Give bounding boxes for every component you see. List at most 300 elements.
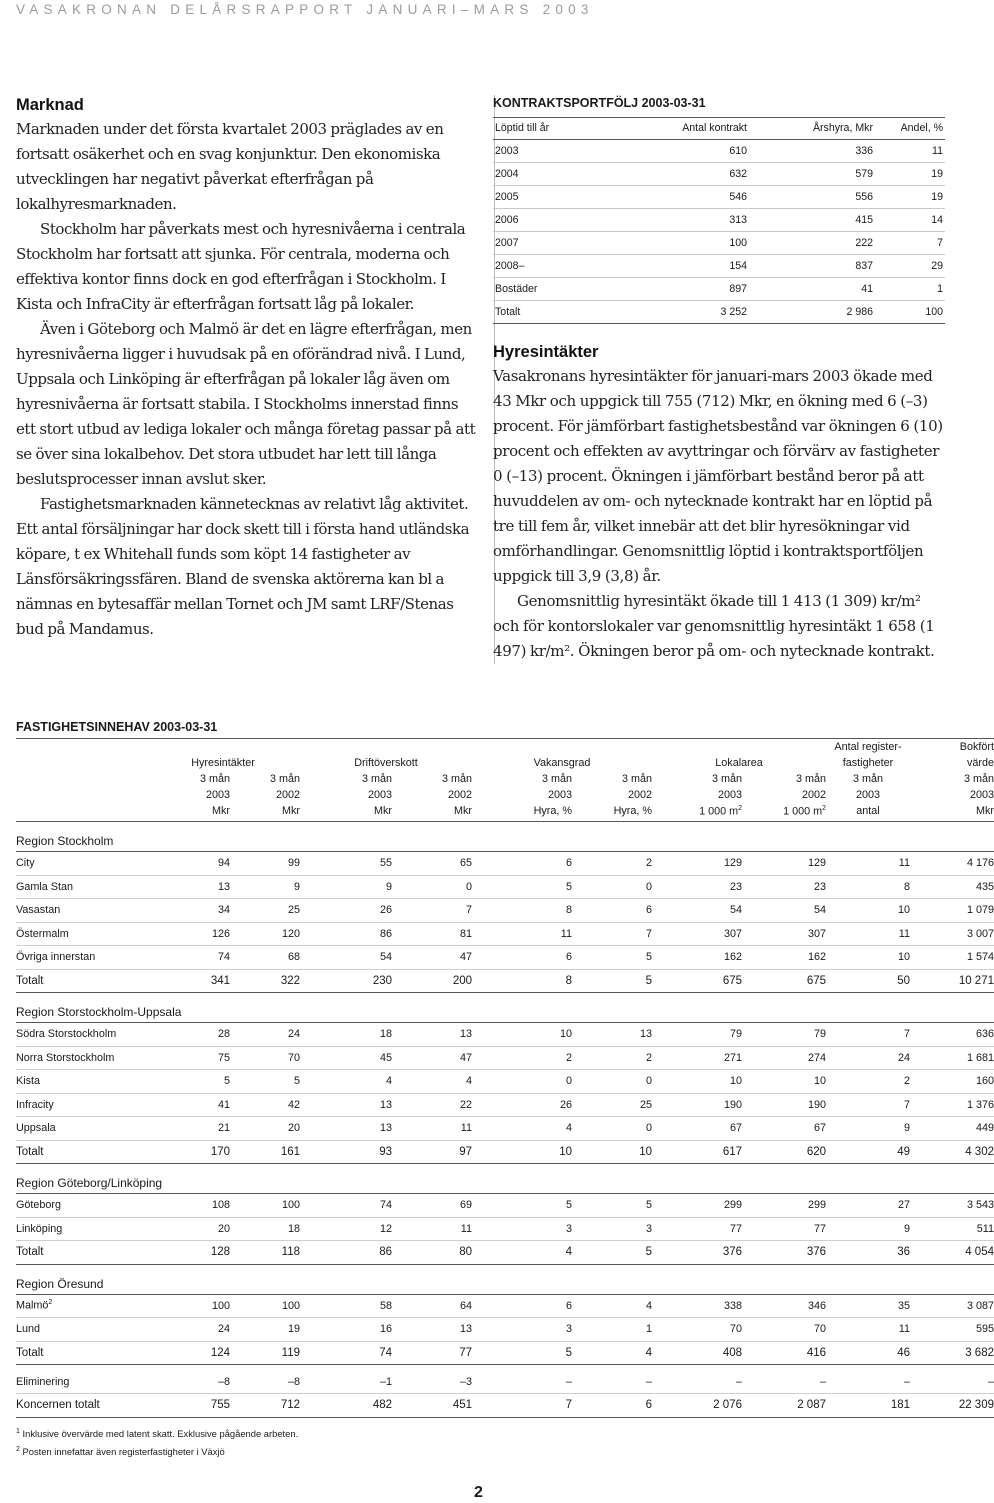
table-cell: 1 xyxy=(875,278,945,301)
hyresintakter-section xyxy=(493,342,945,664)
column-header: 3 mån xyxy=(541,773,572,785)
table-cell: 10 xyxy=(652,1070,742,1094)
table-cell: 3 007 xyxy=(910,922,994,946)
table-cell: 79 xyxy=(652,1023,742,1047)
table-row xyxy=(493,209,945,232)
footnote-text: Inklusive övervärde med latent skatt. Exklusive pågående arbeten. xyxy=(22,1428,299,1440)
table-cell: 25 xyxy=(572,1093,652,1117)
table-cell: 23 xyxy=(652,875,742,899)
table-row xyxy=(16,922,994,946)
table-cell: 610 xyxy=(595,140,749,163)
column-header: 3 mån xyxy=(963,773,994,785)
table-row xyxy=(16,1093,994,1117)
table-cell: 1 xyxy=(572,1318,652,1342)
table-row xyxy=(493,278,945,301)
table-cell: 100 xyxy=(595,232,749,255)
table-header-row xyxy=(493,118,945,140)
column-header: 3 mån xyxy=(795,773,826,785)
table-cell: 3 xyxy=(472,1217,572,1241)
table-cell: 20 xyxy=(146,1217,230,1241)
group-header: Lokalarea xyxy=(715,757,763,769)
column-header: 2003 xyxy=(855,789,881,801)
table-cell: Södra Storstockholm xyxy=(16,1023,146,1047)
table-cell: 22 xyxy=(392,1093,472,1117)
table-cell: 70 xyxy=(652,1318,742,1342)
table-cell: 49 xyxy=(826,1140,910,1164)
table-cell: 68 xyxy=(230,946,300,970)
table-cell: 24 xyxy=(826,1046,910,1070)
table-cell: 5 xyxy=(572,946,652,970)
column-header: Mkr xyxy=(146,803,230,822)
table-cell: 7 xyxy=(472,1394,572,1418)
superscript: 2 xyxy=(48,1299,53,1307)
table-cell: 11 xyxy=(826,852,910,876)
table-cell: 11 xyxy=(392,1117,472,1141)
table-cell: 3 682 xyxy=(910,1341,994,1365)
table-cell: 4 xyxy=(472,1241,572,1265)
hyresintakter-paragraph-1: Vasakronans hyresintäkter för januari-mars 2003 ökade med 43 Mkr och uppgick till 755 (712) Mkr, en ökning med 6 (–3) procent. För jämförbart fastighetsbestånd var ökningen 6 (10) procent och effekten av avyttringar och förvärv av fastigheter 0 (–13) procent. Ökningen i jämförbart bestånd beror på att huvuddelen av om- och nytecknade kontrakt har en löptid på tre till fem år, vilket innebär att det blir hyresökningar vid omförhandlingar. Genomsnittlig löptid i kontraktsportföljen uppgick till 3,9 (3,8) år. xyxy=(493,367,943,585)
table-cell: 6 xyxy=(472,852,572,876)
table-cell: 7 xyxy=(392,899,472,923)
eliminering-row xyxy=(16,1371,994,1394)
running-header: VASAKRONAN DELÅRSRAPPORT JANUARI–MARS 2003 xyxy=(16,2,594,17)
header-row-top xyxy=(16,739,994,756)
table-cell: Bostäder xyxy=(493,278,595,301)
table-cell: 897 xyxy=(595,278,749,301)
table-cell: 4 302 xyxy=(910,1140,994,1164)
table-cell: 99 xyxy=(230,852,300,876)
table-cell: 18 xyxy=(300,1023,392,1047)
table-cell: 9 xyxy=(826,1117,910,1141)
table-cell: 26 xyxy=(472,1093,572,1117)
group-header: värde xyxy=(966,757,994,769)
table-cell: 0 xyxy=(472,1070,572,1094)
table-cell: 11 xyxy=(826,1318,910,1342)
table-cell: 415 xyxy=(749,209,875,232)
column-header: 2003 xyxy=(547,789,572,801)
column-header: Mkr xyxy=(300,803,392,822)
table-cell: – xyxy=(572,1371,652,1394)
table-cell: 2 xyxy=(572,1046,652,1070)
table-cell: 64 xyxy=(392,1294,472,1318)
table-cell: 13 xyxy=(300,1117,392,1141)
table-row xyxy=(16,875,994,899)
table-cell: 29 xyxy=(875,255,945,278)
table-cell: 6 xyxy=(572,1394,652,1418)
table-cell: 20 xyxy=(230,1117,300,1141)
table-cell: 13 xyxy=(392,1023,472,1047)
table-cell: 22 309 xyxy=(910,1394,994,1418)
table-cell: 451 xyxy=(392,1394,472,1418)
table-row xyxy=(493,186,945,209)
region-heading: Region Storstockholm-Uppsala xyxy=(16,993,994,1023)
table-cell: 11 xyxy=(875,140,945,163)
table-cell: 1 079 xyxy=(910,899,994,923)
table-cell: 5 xyxy=(572,969,652,993)
column-header: Årshyra, Mkr xyxy=(749,118,875,140)
table-cell: 307 xyxy=(742,922,826,946)
superscript: 2 xyxy=(822,804,826,812)
column-header: Löptid till år xyxy=(493,118,595,140)
table-cell: 2008– xyxy=(493,255,595,278)
table-cell: Totalt xyxy=(16,969,146,993)
table-cell: 42 xyxy=(230,1093,300,1117)
table-row xyxy=(493,301,945,324)
table-cell: Eliminering xyxy=(16,1371,146,1394)
table-cell: 271 xyxy=(652,1046,742,1070)
table-cell: 435 xyxy=(910,875,994,899)
table-cell: 230 xyxy=(300,969,392,993)
table-cell: 336 xyxy=(749,140,875,163)
table-cell: 338 xyxy=(652,1294,742,1318)
table-cell: 299 xyxy=(652,1194,742,1218)
table-cell: 620 xyxy=(742,1140,826,1164)
table-cell: 1 574 xyxy=(910,946,994,970)
table-cell: 47 xyxy=(392,946,472,970)
table-cell: 13 xyxy=(146,875,230,899)
table-cell: 408 xyxy=(652,1341,742,1365)
table-cell: 5 xyxy=(472,1341,572,1365)
koncern-total-row xyxy=(16,1394,994,1418)
table-cell: 5 xyxy=(572,1194,652,1218)
table-cell: 47 xyxy=(392,1046,472,1070)
column-header: Andel, % xyxy=(875,118,945,140)
table-cell: 556 xyxy=(749,186,875,209)
table-cell: 2 xyxy=(572,852,652,876)
column-header: Hyra, % xyxy=(472,803,572,822)
table-cell: 100 xyxy=(146,1294,230,1318)
table-cell: 86 xyxy=(300,922,392,946)
table-cell: – xyxy=(472,1371,572,1394)
table-cell: 24 xyxy=(230,1023,300,1047)
region-heading: Region Göteborg/Linköping xyxy=(16,1164,994,1194)
table-cell: 10 xyxy=(472,1023,572,1047)
table-cell: 86 xyxy=(300,1241,392,1265)
column-header: 2002 xyxy=(275,789,300,801)
table-cell: –8 xyxy=(146,1371,230,1394)
column-header: 2002 xyxy=(447,789,472,801)
table-cell: Totalt xyxy=(16,1140,146,1164)
table-cell: – xyxy=(742,1371,826,1394)
marknad-paragraph-3: Även i Göteborg och Malmö är det en lägre efterfrågan, men hyresnivåerna ligger i huvudsak på en oförändrad nivå. I Lund, Uppsala och Linköping är efterfrågan på lokaler låg även om hyresnivåerna är fortsatt stabila. I Stockholms innerstad finns ett stort utbud av lediga lokaler och många företag passar på att se över sina lokalbehov. Det stora utbudet har lett till långa beslutsprocesser innan avslut sker. xyxy=(16,320,476,488)
table-cell: 546 xyxy=(595,186,749,209)
region-heading-row xyxy=(16,1164,994,1194)
kontraktsportfolj-title: KONTRAKTSPORTFÖLJ 2003-03-31 xyxy=(493,96,706,110)
table-cell: 154 xyxy=(595,255,749,278)
table-cell: 579 xyxy=(749,163,875,186)
column-header: 2003 xyxy=(205,789,230,801)
table-cell: 13 xyxy=(392,1318,472,1342)
kontraktsportfolj-table xyxy=(493,117,945,324)
table-row xyxy=(493,163,945,186)
table-cell: 416 xyxy=(742,1341,826,1365)
region-heading-row xyxy=(16,1264,994,1294)
table-cell: 4 xyxy=(472,1117,572,1141)
table-cell: 74 xyxy=(300,1194,392,1218)
table-cell: 124 xyxy=(146,1341,230,1365)
table-cell: 120 xyxy=(230,922,300,946)
superscript: 2 xyxy=(738,804,742,812)
table-cell: 67 xyxy=(652,1117,742,1141)
table-cell: 10 xyxy=(826,899,910,923)
region-heading-row xyxy=(16,822,994,852)
header-row-groups xyxy=(16,755,994,771)
table-cell: 8 xyxy=(826,875,910,899)
table-cell: 162 xyxy=(652,946,742,970)
table-cell: 12 xyxy=(300,1217,392,1241)
table-cell: 7 xyxy=(826,1023,910,1047)
table-row xyxy=(16,1023,994,1047)
footnote-text: Posten innefattar även registerfastigheter i Växjö xyxy=(22,1446,225,1458)
table-cell: 222 xyxy=(749,232,875,255)
table-cell: 7 xyxy=(572,922,652,946)
table-cell: 100 xyxy=(230,1294,300,1318)
table-cell: 55 xyxy=(300,852,392,876)
column-header: Antal register- xyxy=(834,741,902,753)
table-cell: 77 xyxy=(742,1217,826,1241)
table-cell: 9 xyxy=(230,875,300,899)
table-row xyxy=(16,1117,994,1141)
table-cell: 65 xyxy=(392,852,472,876)
table-cell: 3 xyxy=(472,1318,572,1342)
table-cell: 13 xyxy=(572,1023,652,1047)
column-header: 1 000 $m^2$ xyxy=(742,803,826,822)
table-cell: 28 xyxy=(146,1023,230,1047)
table-cell: 636 xyxy=(910,1023,994,1047)
table-cell: 2004 xyxy=(493,163,595,186)
table-cell: 3 087 xyxy=(910,1294,994,1318)
table-cell: 118 xyxy=(230,1241,300,1265)
table-cell: 5 xyxy=(472,875,572,899)
column-header: 2003 xyxy=(969,789,994,801)
column-header: 3 mån xyxy=(711,773,742,785)
table-cell: Östermalm xyxy=(16,922,146,946)
table-cell: 675 xyxy=(652,969,742,993)
group-header: fastigheter xyxy=(842,757,894,769)
table-cell: 5 xyxy=(230,1070,300,1094)
table-cell: 4 xyxy=(300,1070,392,1094)
table-cell: Infracity xyxy=(16,1093,146,1117)
table-cell: 94 xyxy=(146,852,230,876)
column-header: 2002 xyxy=(627,789,652,801)
table-cell: 2006 xyxy=(493,209,595,232)
table-cell: 10 271 xyxy=(910,969,994,993)
table-cell: 81 xyxy=(392,922,472,946)
table-cell: 5 xyxy=(572,1241,652,1265)
column-header: 3 mån xyxy=(621,773,652,785)
table-cell: 77 xyxy=(392,1341,472,1365)
region-heading: Region Stockholm xyxy=(16,822,994,852)
table-cell: 67 xyxy=(742,1117,826,1141)
table-row xyxy=(493,255,945,278)
table-cell: 128 xyxy=(146,1241,230,1265)
table-cell: 35 xyxy=(826,1294,910,1318)
table-row xyxy=(16,1318,994,1342)
table-cell: 18 xyxy=(230,1217,300,1241)
table-cell: –1 xyxy=(300,1371,392,1394)
total-row xyxy=(16,1341,994,1365)
table-cell: Linköping xyxy=(16,1217,146,1241)
table-cell: Övriga innerstan xyxy=(16,946,146,970)
table-cell: –3 xyxy=(392,1371,472,1394)
table-cell: 617 xyxy=(652,1140,742,1164)
table-cell: 274 xyxy=(742,1046,826,1070)
hyresintakter-heading: Hyresintäkter xyxy=(493,343,599,361)
table-cell: 4 xyxy=(392,1070,472,1094)
column-header: 3 mån xyxy=(852,773,883,785)
table-cell: 3 xyxy=(572,1217,652,1241)
table-cell: 108 xyxy=(146,1194,230,1218)
table-cell: 19 xyxy=(230,1318,300,1342)
table-cell: 36 xyxy=(826,1241,910,1265)
fastighetsinnehav-table xyxy=(16,738,994,1418)
table-cell: Totalt xyxy=(493,301,595,324)
table-cell: Totalt xyxy=(16,1241,146,1265)
table-cell: 161 xyxy=(230,1140,300,1164)
table-cell: 8 xyxy=(472,899,572,923)
table-cell: 54 xyxy=(652,899,742,923)
table-cell: 10 xyxy=(826,946,910,970)
table-cell: 46 xyxy=(826,1341,910,1365)
table-cell: 74 xyxy=(146,946,230,970)
table-cell: 34 xyxy=(146,899,230,923)
footnote-1: $^1$ Inklusive övervärde med latent skatt. Exklusive pågående arbeten. xyxy=(16,1428,299,1440)
table-cell: 6 xyxy=(472,946,572,970)
table-cell: 97 xyxy=(392,1140,472,1164)
table-cell: 11 xyxy=(826,922,910,946)
table-cell: Totalt xyxy=(16,1341,146,1365)
table-cell: 0 xyxy=(572,875,652,899)
header-row-unit xyxy=(16,803,994,822)
table-cell: 69 xyxy=(392,1194,472,1218)
table-cell: 75 xyxy=(146,1046,230,1070)
table-cell: 449 xyxy=(910,1117,994,1141)
region-heading: Region Öresund xyxy=(16,1264,994,1294)
marknad-paragraph-2: Stockholm har påverkats mest och hyresnivåerna i centrala Stockholm har fortsatt att sjunka. För centrala, moderna och effektiva kontor finns dock en god efterfrågan i Stockholm. I Kista och InfraCity är efterfrågan fortsatt låg på lokaler. xyxy=(16,220,466,313)
table-cell: Vasastan xyxy=(16,899,146,923)
table-cell: 376 xyxy=(652,1241,742,1265)
column-header: Antal kontrakt xyxy=(595,118,749,140)
table-cell: Lund xyxy=(16,1318,146,1342)
table-cell: 80 xyxy=(392,1241,472,1265)
table-cell: 6 xyxy=(472,1294,572,1318)
table-cell: 77 xyxy=(652,1217,742,1241)
table-cell: 837 xyxy=(749,255,875,278)
column-header: 2003 xyxy=(367,789,392,801)
marknad-paragraph-1: Marknaden under det första kvartalet 2003 präglades av en fortsatt osäkerhet och en svag konjunktur. Den ekonomiska utvecklingen har negativt påverkat efterfrågan på lokalhyresmarknaden. xyxy=(16,120,444,213)
table-cell: 19 xyxy=(875,186,945,209)
marknad-heading: Marknad xyxy=(16,96,84,114)
table-cell: 119 xyxy=(230,1341,300,1365)
table-cell: 2005 xyxy=(493,186,595,209)
table-cell: 23 xyxy=(742,875,826,899)
table-cell: – xyxy=(826,1371,910,1394)
table-cell: 2003 xyxy=(493,140,595,163)
group-header: Driftöverskott xyxy=(354,757,418,769)
table-cell: 322 xyxy=(230,969,300,993)
table-cell: 79 xyxy=(742,1023,826,1047)
table-cell: 313 xyxy=(595,209,749,232)
table-cell: 4 054 xyxy=(910,1241,994,1265)
table-cell: City xyxy=(16,852,146,876)
table-cell: 181 xyxy=(826,1394,910,1418)
column-header: Mkr xyxy=(910,803,994,822)
table-cell: 2 xyxy=(472,1046,572,1070)
column-header: antal xyxy=(826,803,910,822)
table-cell: 0 xyxy=(572,1070,652,1094)
table-row xyxy=(16,899,994,923)
table-cell: 54 xyxy=(300,946,392,970)
table-cell: 170 xyxy=(146,1140,230,1164)
table-cell: 595 xyxy=(910,1318,994,1342)
table-cell: – xyxy=(652,1371,742,1394)
table-cell: 50 xyxy=(826,969,910,993)
table-cell: 1 681 xyxy=(910,1046,994,1070)
column-header: 3 mån xyxy=(361,773,392,785)
table-cell: 2 087 xyxy=(742,1394,826,1418)
table-cell: 26 xyxy=(300,899,392,923)
table-cell: 58 xyxy=(300,1294,392,1318)
table-cell: 2 076 xyxy=(652,1394,742,1418)
table-cell: Gamla Stan xyxy=(16,875,146,899)
table-row xyxy=(16,946,994,970)
table-cell: 129 xyxy=(742,852,826,876)
table-cell: 0 xyxy=(392,875,472,899)
table-cell: 8 xyxy=(472,969,572,993)
table-cell: Norra Storstockholm xyxy=(16,1046,146,1070)
total-row xyxy=(16,1140,994,1164)
table-cell: 5 xyxy=(146,1070,230,1094)
table-cell: 4 xyxy=(572,1294,652,1318)
group-header: Hyresintäkter xyxy=(191,757,255,769)
table-cell: 7 xyxy=(875,232,945,255)
table-cell: 45 xyxy=(300,1046,392,1070)
table-cell: 41 xyxy=(749,278,875,301)
table-cell: 70 xyxy=(742,1318,826,1342)
column-header: 1 000 $m^2$ xyxy=(652,803,742,822)
column-header: 2003 xyxy=(717,789,742,801)
right-column xyxy=(494,95,945,664)
marknad-section xyxy=(16,95,476,642)
table-cell: 299 xyxy=(742,1194,826,1218)
table-row xyxy=(16,852,994,876)
footnote-2: $^2$ Posten innefattar även registerfastigheter i Växjö xyxy=(16,1446,225,1458)
table-cell: Malmö$^2$ xyxy=(16,1294,146,1318)
table-row xyxy=(16,1294,994,1318)
table-cell: 755 xyxy=(146,1394,230,1418)
table-cell: 675 xyxy=(742,969,826,993)
table-cell: 41 xyxy=(146,1093,230,1117)
table-row xyxy=(16,1046,994,1070)
table-cell: 9 xyxy=(826,1217,910,1241)
table-cell: 93 xyxy=(300,1140,392,1164)
table-cell: 74 xyxy=(300,1341,392,1365)
table-cell: – xyxy=(910,1371,994,1394)
table-cell: 6 xyxy=(572,899,652,923)
table-cell: 5 xyxy=(472,1194,572,1218)
total-row xyxy=(16,969,994,993)
table-cell: 14 xyxy=(875,209,945,232)
column-header: Hyra, % xyxy=(572,803,652,822)
table-cell: 0 xyxy=(572,1117,652,1141)
column-header: Mkr xyxy=(230,803,300,822)
header-row-period xyxy=(16,771,994,787)
table-cell: 11 xyxy=(472,922,572,946)
table-cell: 10 xyxy=(742,1070,826,1094)
table-cell: 19 xyxy=(875,163,945,186)
table-cell: 376 xyxy=(742,1241,826,1265)
total-row xyxy=(16,1241,994,1265)
